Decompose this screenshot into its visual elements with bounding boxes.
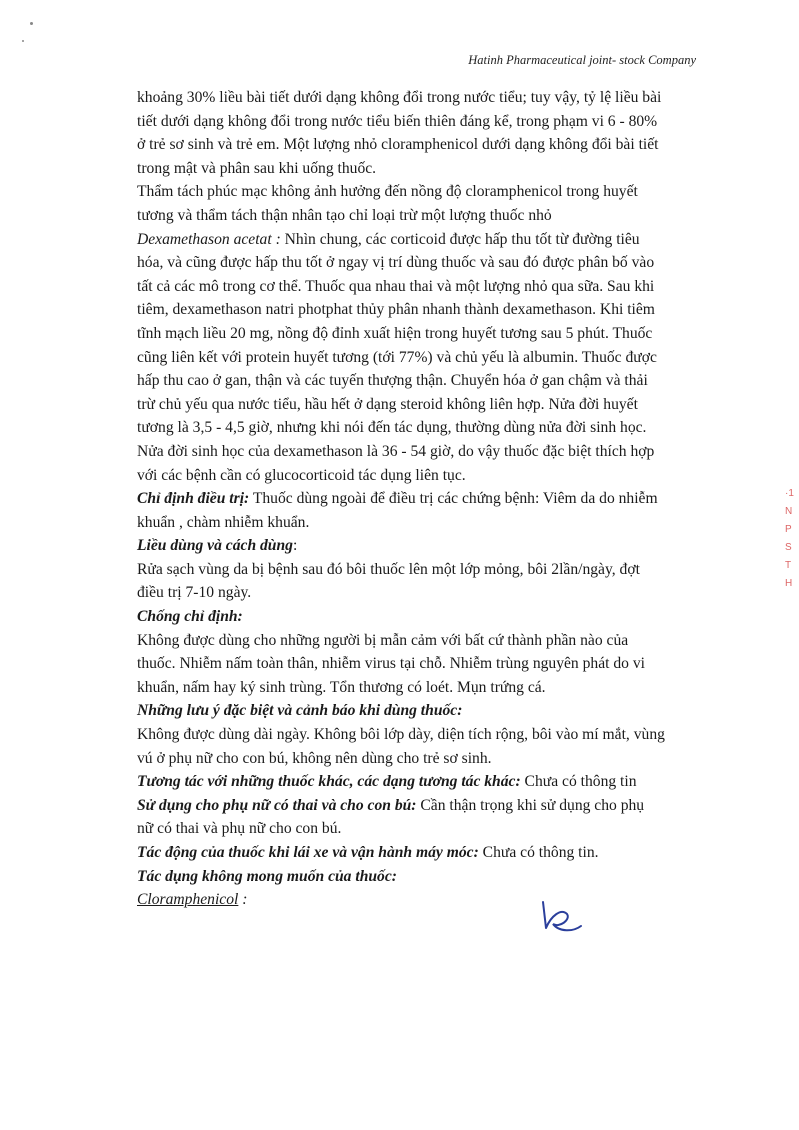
text-span: :	[238, 891, 248, 909]
warning-heading: Những lưu ý đặc biệt và cảnh báo khi dùng thuốc:	[137, 702, 463, 720]
chloramphenicol-subheading	[137, 888, 697, 912]
dosage-heading-line	[137, 534, 697, 558]
page-header: Hatinh Pharmaceutical joint- stock Company	[468, 53, 696, 67]
scan-speck	[22, 40, 24, 42]
text-span: Cần thận trọng khi sử dụng cho phụ	[416, 796, 645, 814]
dexa-paragraph	[137, 228, 697, 252]
handwritten-signature	[537, 898, 587, 938]
text-line: tĩnh mạch liều 20 mg, nồng độ đỉnh xuất hiện trong huyết tương sau 5 phút. Thuốc	[137, 324, 653, 342]
text-line: nữ có thai và phụ nữ cho con bú.	[137, 820, 342, 838]
text-line: với các bệnh cần có glucocorticoid tác dụng liên tục.	[137, 466, 466, 484]
text-line: trừ chủ yếu qua nước tiểu, hầu hết ở dạng steroid không liên hợp. Nửa đời huyết	[137, 395, 638, 413]
document-body	[137, 86, 697, 912]
driving-heading: Tác động của thuốc khi lái xe và vận hành máy móc:	[137, 844, 479, 861]
text-line: tiêm, dexamethason natri photphat thủy phân nhanh thành dexamethason. Khi tiêm	[137, 301, 655, 319]
text-line: Không được dùng cho những người bị mẫn cảm với bất cứ thành phần nào của	[137, 631, 629, 649]
text-line: hóa, và cũng được hấp thu tốt ở ngay vị trí dùng thuốc và sau đó được phân bố vào	[137, 254, 655, 272]
scan-speck	[30, 22, 33, 25]
text-line: ở trẻ sơ sinh và trẻ em. Một lượng nhỏ cloramphenicol dưới dạng không đổi bài tiết	[137, 136, 659, 154]
adverse-effects-heading: Tác dụng không mong muốn của thuốc:	[137, 867, 397, 885]
contraindication-heading: Chống chỉ định:	[137, 608, 243, 626]
dosage-heading: Liều dùng và cách dùng	[137, 537, 293, 555]
indication-heading: Chỉ định điều trị:	[137, 490, 250, 508]
text-span: Chưa có thông tin.	[478, 844, 599, 861]
text-line: khoảng 30% liều bài tiết dưới dạng không đổi trong nước tiểu; tuy vậy, tỷ lệ liều bài	[137, 89, 662, 106]
scan-margin-marks: ·1 N P S T H	[785, 488, 794, 589]
indication-section	[137, 487, 697, 511]
text-span: Thuốc dùng ngoài để điều trị các chứng bệnh: Viêm da do nhiễm	[249, 490, 658, 508]
interaction-heading: Tương tác với những thuốc khác, các dạng tương tác khác:	[137, 773, 521, 791]
text-line: vú ở phụ nữ cho con bú, không nên dùng cho trẻ sơ sinh.	[137, 749, 492, 767]
text-line: tiết dưới dạng không đổi trong nước tiểu biến thiên đáng kể, trong phạm vi 6 - 80%	[137, 112, 658, 130]
driving-section	[137, 841, 697, 865]
text-line: tất cả các mô trong cơ thể. Thuốc qua nhau thai và một lượng nhỏ qua sữa. Sau khi	[137, 277, 655, 295]
text-line: điều trị 7-10 ngày.	[137, 584, 252, 602]
text-line: Thẩm tách phúc mạc không ảnh hưởng đến nồng độ cloramphenicol trong huyết	[137, 183, 638, 201]
text-line: tương là 3,5 - 4,5 giờ, nhưng khi nói đến tác dụng, thường dùng nửa đời sinh học.	[137, 419, 647, 437]
text-line: cũng liên kết với protein huyết tương (tới 77%) và chủ yếu là albumin. Thuốc được	[137, 348, 657, 366]
chloramphenicol-label: Cloramphenicol	[137, 891, 239, 909]
text-span: Nhìn chung, các corticoid được hấp thu tốt từ đường tiêu	[280, 230, 640, 248]
text-line: khuẩn, nấm hay ký sinh trùng. Tổn thương có loét. Mụn trứng cá.	[137, 678, 546, 696]
pregnancy-section	[137, 794, 697, 818]
text-line: tương và thẩm tách thận nhân tạo chỉ loại trừ một lượng thuốc nhỏ	[137, 206, 552, 224]
text-line: trong mật và phân sau khi uống thuốc.	[137, 159, 377, 177]
dexa-label: Dexamethason acetat :	[137, 230, 281, 248]
interaction-section	[137, 770, 697, 794]
text-line: Không được dùng dài ngày. Không bôi lớp dày, diện tích rộng, bôi vào mí mắt, vùng	[137, 726, 665, 744]
text-line: khuẩn , chàm nhiễm khuẩn.	[137, 513, 310, 531]
text-span: Chưa có thông tin	[520, 773, 637, 791]
text-line: thuốc. Nhiễm nấm toàn thân, nhiễm virus tại chỗ. Nhiễm trùng nguyên phát do vi	[137, 655, 645, 673]
text-line: Rửa sạch vùng da bị bệnh sau đó bôi thuốc lên một lớp mỏng, bôi 2lần/ngày, đợt	[137, 560, 640, 578]
text-line: hấp thu cao ở gan, thận và các tuyến thượng thận. Chuyển hóa ở gan chậm và thải	[137, 372, 648, 390]
pregnancy-heading: Sử dụng cho phụ nữ có thai và cho con bú:	[137, 796, 417, 814]
text-line: Nửa đời sinh học của dexamethason là 36 - 54 giờ, do vậy thuốc đặc biệt thích hợp	[137, 442, 655, 460]
text-span: :	[292, 537, 298, 555]
